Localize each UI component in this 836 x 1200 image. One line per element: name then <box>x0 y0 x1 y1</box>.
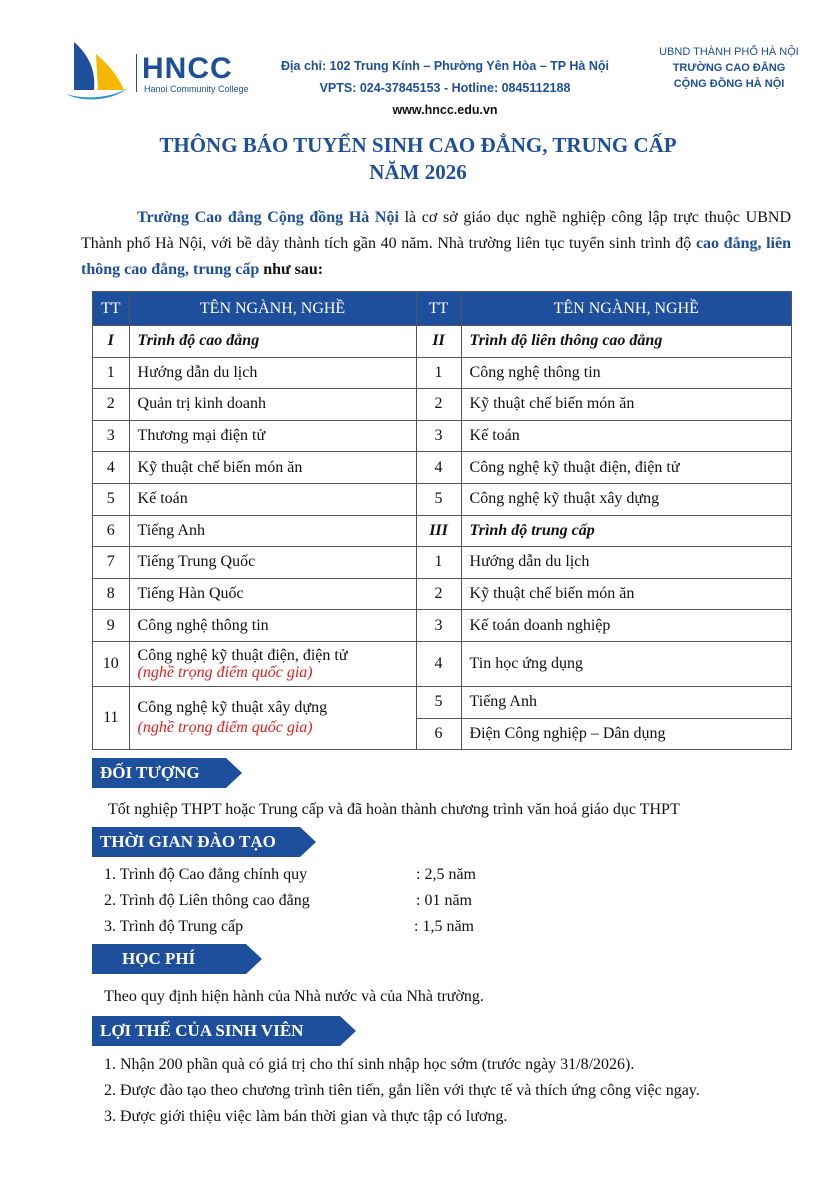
table-row <box>93 515 792 547</box>
section-banner-loi-the: LỢI THẾ CỦA SINH VIÊN <box>92 1016 340 1046</box>
national-key-note: (nghề trọng điểm quốc gia) <box>137 663 313 681</box>
header-name-right: TÊN NGÀNH, NGHỀ <box>461 292 791 326</box>
thoi-gian-value-2: : 01 năm <box>416 892 472 909</box>
org-line-3: CỘNG ĐỒNG HÀ NỘI <box>673 78 785 90</box>
table-cell: 8 <box>93 578 130 610</box>
college-logo <box>66 40 249 100</box>
phones: VPTS: 024-37845153 - Hotline: 0845112188 <box>319 81 571 95</box>
table-row <box>93 686 792 718</box>
table-cell: Tiếng Anh <box>129 515 416 547</box>
table-cell: 11 <box>93 686 130 749</box>
doi-tuong-text: Tốt nghiệp THPT hoặc Trung cấp và đã hoàn thành chương trình văn hoá giáo dục THPT <box>108 801 680 818</box>
program-name: Công nghệ kỹ thuật xây dựng <box>137 699 328 717</box>
header-name-left: TÊN NGÀNH, NGHỀ <box>129 292 416 326</box>
table-cell: Công nghệ kỹ thuật xây dựng <box>461 483 791 515</box>
table-cell: Công nghệ thông tin <box>129 610 416 642</box>
logo-divider <box>136 54 137 92</box>
school-name: Trường Cao đẳng Cộng đồng Hà Nội <box>137 209 399 226</box>
table-row <box>93 326 792 358</box>
table-cell: Trình độ trung cấp <box>461 515 791 547</box>
table-cell: Quản trị kinh doanh <box>129 389 416 421</box>
table-cell: 1 <box>416 357 461 389</box>
table-cell: 6 <box>93 515 130 547</box>
table-cell: Trình độ liên thông cao đẳng <box>461 326 791 358</box>
table-cell: Kế toán <box>129 483 416 515</box>
table-cell: 3 <box>416 610 461 642</box>
table-cell: Tiếng Hàn Quốc <box>129 578 416 610</box>
table-row <box>93 483 792 515</box>
table-cell: Trình độ cao đẳng <box>129 326 416 358</box>
table-cell: III <box>416 515 461 547</box>
table-cell: 4 <box>416 452 461 484</box>
table-cell: II <box>416 326 461 358</box>
table-cell <box>129 686 416 749</box>
table-row <box>93 547 792 579</box>
table-cell: 10 <box>93 641 130 686</box>
table-cell: 4 <box>416 641 461 686</box>
table-cell: 2 <box>416 389 461 421</box>
loi-the-item-1: 1. Nhận 200 phần quà có giá trị cho thí sinh nhập học sớm (trước ngày 31/8/2026). <box>104 1056 635 1073</box>
table-cell: Tiếng Anh <box>461 686 791 718</box>
table-row <box>93 578 792 610</box>
org-block <box>644 44 814 92</box>
table-cell <box>129 641 416 686</box>
thoi-gian-item-1: 1. Trình độ Cao đẳng chính quy <box>104 866 308 883</box>
table-cell: Hướng dẫn du lịch <box>129 357 416 389</box>
table-cell: 1 <box>93 357 130 389</box>
table-cell: 5 <box>416 686 461 718</box>
table-cell: 9 <box>93 610 130 642</box>
website-link[interactable]: www.hncc.edu.vn <box>392 103 498 117</box>
intro-paragraph <box>81 205 791 283</box>
section-banner-doi-tuong: ĐỐI TƯỢNG <box>92 758 226 788</box>
section-banner-thoi-gian: THỜI GIAN ĐÀO TẠO <box>92 827 300 857</box>
table-cell: 7 <box>93 547 130 579</box>
thoi-gian-item-2: 2. Trình độ Liên thông cao đẳng <box>104 892 310 909</box>
loi-the-item-2: 2. Được đào tạo theo chương trình tiên tiến, gắn liền với thực tế và thích ứng công việc ngay. <box>104 1082 700 1099</box>
program-name: Công nghệ kỹ thuật điện, điện tử <box>137 646 348 664</box>
intro-text-1: là cơ sở giáo dục nghề nghiệp công lập trực thuộc UBND Thành phố Hà Nội, với bề dày thành tích gần 40 năm. Nhà trường liên tục tuyển sinh trình độ <box>81 209 791 252</box>
thoi-gian-value-1: : 2,5 năm <box>416 866 476 883</box>
intro-text-2: như sau: <box>259 261 324 278</box>
sailboat-logo-icon <box>66 40 136 100</box>
table-cell: Điện Công nghiệp – Dân dụng <box>461 718 791 750</box>
table-header-row <box>93 292 792 326</box>
table-row <box>93 641 792 686</box>
org-line-2: TRƯỜNG CAO ĐẲNG <box>672 62 786 74</box>
table-row <box>93 610 792 642</box>
header-tt-left: TT <box>93 292 130 326</box>
table-row <box>93 357 792 389</box>
intro-levels: cao đẳng, liên thông cao đẳng, trung cấp <box>81 235 791 278</box>
table-cell: Kỹ thuật chế biến món ăn <box>461 389 791 421</box>
table-cell: 6 <box>416 718 461 750</box>
table-cell: I <box>93 326 130 358</box>
table-cell: Thương mại điện tử <box>129 420 416 452</box>
programs-table <box>92 291 792 750</box>
table-cell: Tiếng Trung Quốc <box>129 547 416 579</box>
table-cell: 3 <box>93 420 130 452</box>
table-cell: 5 <box>416 483 461 515</box>
logo-subtitle: Hanoi Community College <box>144 84 249 94</box>
table-row <box>93 420 792 452</box>
table-row <box>93 389 792 421</box>
table-cell: Kế toán <box>461 420 791 452</box>
page-title-year: NĂM 2026 <box>369 160 467 184</box>
table-cell: Kỹ thuật chế biến món ăn <box>129 452 416 484</box>
table-cell: Tin học ứng dụng <box>461 641 791 686</box>
table-cell: Công nghệ kỹ thuật điện, điện tử <box>461 452 791 484</box>
hoc-phi-text: Theo quy định hiện hành của Nhà nước và của Nhà trường. <box>104 988 484 1005</box>
table-row <box>93 452 792 484</box>
table-cell: 1 <box>416 547 461 579</box>
table-cell: Hướng dẫn du lịch <box>461 547 791 579</box>
table-cell: 3 <box>416 420 461 452</box>
table-cell: Kỹ thuật chế biến món ăn <box>461 578 791 610</box>
org-line-1: UBND THÀNH PHỐ HÀ NỘI <box>659 46 799 58</box>
letterhead <box>0 0 836 120</box>
address: Địa chỉ: 102 Trung Kính – Phường Yên Hòa – TP Hà Nội <box>281 59 609 73</box>
loi-the-item-3: 3. Được giới thiệu việc làm bán thời gian và thực tập có lương. <box>104 1108 508 1125</box>
table-cell: 5 <box>93 483 130 515</box>
national-key-note: (nghề trọng điểm quốc gia) <box>137 719 313 737</box>
header-tt-right: TT <box>416 292 461 326</box>
table-cell: 2 <box>416 578 461 610</box>
table-cell: Kế toán doanh nghiệp <box>461 610 791 642</box>
thoi-gian-value-3: : 1,5 năm <box>414 918 474 935</box>
section-banner-hoc-phi: HỌC PHÍ <box>92 944 246 974</box>
table-cell: 2 <box>93 389 130 421</box>
thoi-gian-item-3: 3. Trình độ Trung cấp <box>104 918 244 935</box>
page-title: THÔNG BÁO TUYỂN SINH CAO ĐẲNG, TRUNG CẤP <box>159 133 677 157</box>
contact-block <box>240 55 650 121</box>
table-cell: Công nghệ thông tin <box>461 357 791 389</box>
table-cell: 4 <box>93 452 130 484</box>
logo-wordmark: HNCC <box>142 52 233 85</box>
